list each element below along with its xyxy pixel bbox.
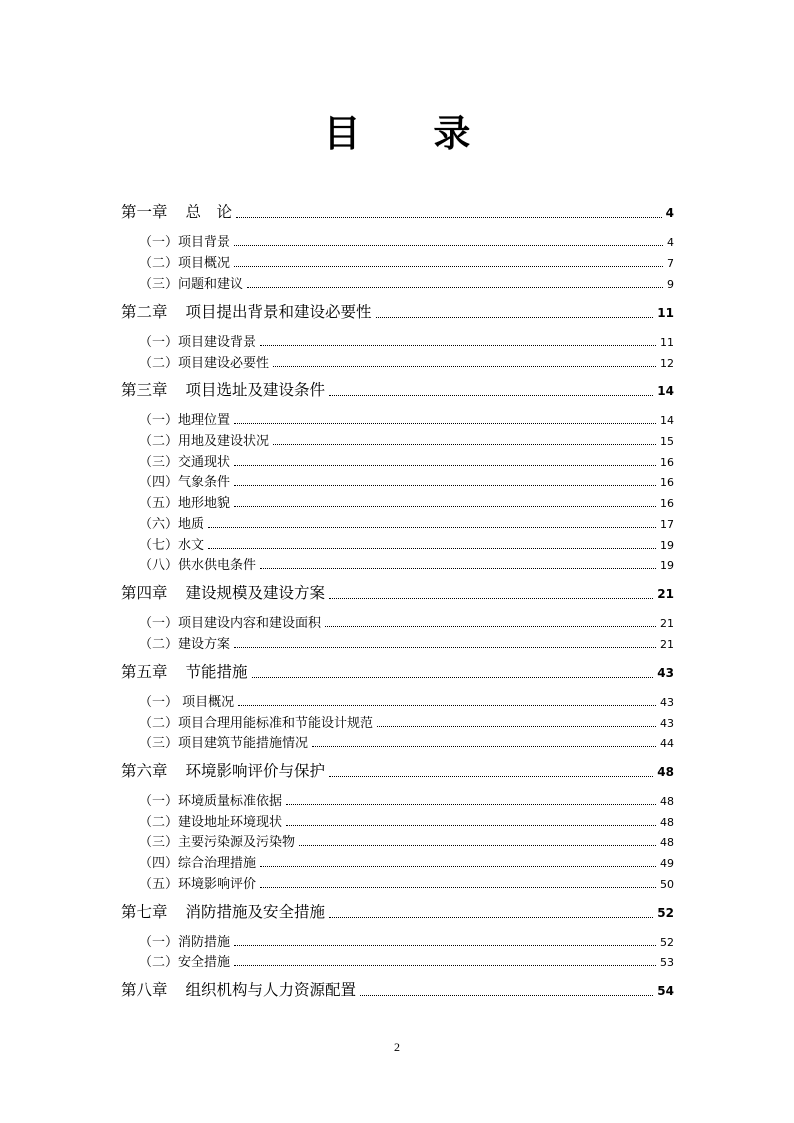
toc-section-entry[interactable] — [139, 534, 674, 553]
toc-entry-text: （一）项目建设内容和建设面积 — [139, 616, 322, 631]
toc-entry-text: （七）水文 — [139, 538, 205, 553]
toc-chapter-number: 第一章 — [121, 203, 168, 221]
toc-entry-text: （八）供水供电条件 — [139, 558, 257, 573]
toc-entry-title — [139, 471, 230, 490]
toc-page-number: 21 — [660, 617, 674, 630]
toc-page-number: 48 — [660, 795, 674, 808]
toc-entry-title — [139, 931, 230, 950]
dot-leader — [325, 626, 656, 627]
toc-page-number: 52 — [660, 936, 674, 949]
toc-page-number: 19 — [660, 559, 674, 572]
toc-page-number: 48 — [660, 816, 674, 829]
toc-section-entry[interactable] — [139, 451, 674, 470]
toc-section-entry[interactable] — [139, 409, 674, 428]
toc-entry-title — [139, 554, 256, 573]
toc-section-entry[interactable] — [139, 873, 674, 892]
toc-entry-title — [139, 534, 204, 553]
toc-entry-text: （三）主要污染源及污染物 — [139, 835, 296, 850]
toc-chapter-number: 第三章 — [121, 381, 168, 399]
toc-page-number: 16 — [660, 456, 674, 469]
toc-entry-title — [121, 581, 325, 603]
toc-page-number: 43 — [660, 696, 674, 709]
dot-leader — [234, 266, 663, 267]
dot-leader — [208, 527, 656, 528]
toc-section-entry[interactable] — [139, 852, 674, 871]
toc-page-number: 4 — [667, 236, 674, 249]
dot-leader — [234, 945, 656, 946]
toc-page-number: 43 — [657, 666, 674, 680]
toc-entry-title — [139, 252, 230, 271]
toc-entry-title — [121, 900, 325, 922]
toc-entry-text: （五）地形地貌 — [139, 496, 231, 511]
toc-entry-title — [121, 759, 325, 781]
toc-page-number: 12 — [660, 357, 674, 370]
toc-section-entry[interactable] — [139, 331, 674, 350]
toc-entry-text: （三）问题和建议 — [139, 277, 244, 292]
dot-leader — [260, 568, 656, 569]
toc-entry-text: 项目选址及建设条件 — [185, 381, 326, 399]
toc-entry-title — [139, 352, 269, 371]
dot-leader — [234, 245, 663, 246]
toc-page-number: 52 — [657, 906, 674, 920]
dot-leader — [234, 465, 656, 466]
toc-entry-text: 节能措施 — [185, 663, 248, 681]
toc-page-number: 14 — [657, 384, 674, 398]
toc-section-entry[interactable] — [139, 691, 674, 710]
toc-entry-text: （二）建设地址环境现状 — [139, 815, 283, 830]
toc-entry-title — [139, 852, 256, 871]
dot-leader — [312, 746, 656, 747]
toc-page-number: 21 — [657, 587, 674, 601]
toc-chapter-number: 第七章 — [121, 903, 168, 921]
toc-entry-title — [139, 712, 373, 731]
toc-page-number: 11 — [660, 336, 674, 349]
toc-page-number: 19 — [660, 539, 674, 552]
toc-chapter-number: 第四章 — [121, 584, 168, 602]
toc-entry-text: （一）项目背景 — [139, 235, 231, 250]
toc-entry-title — [121, 300, 372, 322]
toc-entry-title — [139, 633, 230, 652]
dot-leader — [234, 965, 656, 966]
toc-entry-text: （二）项目概况 — [139, 256, 231, 271]
toc-section-entry[interactable] — [139, 492, 674, 511]
toc-chapter-entry[interactable] — [121, 759, 674, 781]
dot-leader — [260, 866, 656, 867]
toc-page-number: 53 — [660, 956, 674, 969]
toc-section-entry[interactable] — [139, 633, 674, 652]
toc-page-number: 49 — [660, 857, 674, 870]
toc-entry-text: 组织机构与人力资源配置 — [185, 981, 357, 999]
toc-entry-text: （五）环境影响评价 — [139, 877, 257, 892]
toc-chapter-number: 第二章 — [121, 303, 168, 321]
dot-leader — [286, 825, 656, 826]
toc-page-number: 7 — [667, 257, 674, 270]
dot-leader — [260, 887, 656, 888]
toc-section-entry[interactable] — [139, 352, 674, 371]
toc-page-number: 44 — [660, 737, 674, 750]
toc-page-number: 4 — [665, 206, 674, 220]
toc-section-entry[interactable] — [139, 513, 674, 532]
toc-page-number: 16 — [660, 476, 674, 489]
page-number: 2 — [394, 1040, 400, 1054]
dot-leader — [273, 444, 656, 445]
dot-leader — [247, 287, 663, 288]
toc-entry-text: （六）地质 — [139, 517, 205, 532]
toc-section-entry[interactable] — [139, 612, 674, 631]
dot-leader — [236, 217, 662, 218]
toc-entry-title — [139, 831, 295, 850]
toc-section-entry[interactable] — [139, 252, 674, 271]
page-title: 目 录 — [323, 112, 501, 155]
toc-entry-text: （一）环境质量标准依据 — [139, 794, 283, 809]
toc-section-entry[interactable] — [139, 951, 674, 970]
toc-page-number: 9 — [667, 278, 674, 291]
toc-page-number: 54 — [657, 984, 674, 998]
dot-leader — [273, 366, 656, 367]
toc-section-entry[interactable] — [139, 430, 674, 449]
toc-entry-title — [139, 732, 308, 751]
dot-leader — [234, 423, 656, 424]
toc-entry-title — [139, 430, 269, 449]
dot-leader — [238, 705, 656, 706]
dot-leader — [329, 917, 653, 918]
toc-entry-title — [139, 790, 282, 809]
toc-entry-title — [139, 273, 243, 292]
toc-chapter-entry[interactable] — [121, 300, 674, 322]
dot-leader — [208, 548, 656, 549]
toc-page-number: 48 — [660, 836, 674, 849]
dot-leader — [329, 776, 653, 777]
dot-leader — [329, 395, 653, 396]
dot-leader — [252, 677, 654, 678]
toc-page-number: 50 — [660, 878, 674, 891]
toc-section-entry[interactable] — [139, 831, 674, 850]
toc-chapter-number: 第五章 — [121, 663, 168, 681]
toc-entry-text: （一）项目建设背景 — [139, 335, 257, 350]
toc-chapter-number: 第六章 — [121, 762, 168, 780]
toc-entry-title — [139, 691, 234, 710]
toc-entry-title — [139, 409, 230, 428]
toc-entry-text: （二）项目建设必要性 — [139, 356, 270, 371]
toc-section-entry[interactable] — [139, 554, 674, 573]
dot-leader — [234, 506, 656, 507]
toc-entry-text: 项目提出背景和建设必要性 — [185, 303, 372, 321]
toc-entry-title — [139, 492, 230, 511]
toc-page-number: 14 — [660, 414, 674, 427]
toc-chapter-entry[interactable] — [121, 978, 674, 1000]
toc-chapter-entry[interactable] — [121, 581, 674, 603]
toc-entry-title — [139, 513, 204, 532]
dot-leader — [260, 345, 656, 346]
toc-page-number: 15 — [660, 435, 674, 448]
toc-entry-text: （二）安全措施 — [139, 955, 231, 970]
dot-leader — [299, 845, 656, 846]
toc-entry-title — [121, 200, 232, 222]
toc-entry-title — [139, 331, 256, 350]
toc-entry-title — [121, 378, 325, 400]
toc-entry-title — [139, 873, 256, 892]
toc-entry-text: 消防措施及安全措施 — [185, 903, 326, 921]
toc-entry-title — [121, 660, 248, 682]
toc-entry-text: 总 论 — [185, 203, 233, 221]
toc-entry-text: （二）项目合理用能标准和节能设计规范 — [139, 716, 374, 731]
toc-entry-text: （四）综合治理措施 — [139, 856, 257, 871]
toc-section-entry[interactable] — [139, 712, 674, 731]
toc-entry-title — [139, 811, 282, 830]
toc-entry-title — [139, 451, 230, 470]
dot-leader — [234, 647, 656, 648]
toc-entry-title — [139, 951, 230, 970]
toc-page-number: 21 — [660, 638, 674, 651]
toc-entry-text: （一）消防措施 — [139, 935, 231, 950]
toc-entry-text: （三）项目建筑节能措施情况 — [139, 736, 309, 751]
toc-section-entry[interactable] — [139, 273, 674, 292]
toc-entry-text: 建设规模及建设方案 — [185, 584, 326, 602]
dot-leader — [329, 598, 653, 599]
toc-chapter-entry[interactable] — [121, 660, 674, 682]
toc-entry-text: （二）建设方案 — [139, 637, 231, 652]
toc-section-entry[interactable] — [139, 811, 674, 830]
toc-page-number: 16 — [660, 497, 674, 510]
toc-chapter-number: 第八章 — [121, 981, 168, 999]
toc-entry-text: （四）气象条件 — [139, 475, 231, 490]
toc-page-number: 43 — [660, 717, 674, 730]
toc-entry-title — [121, 978, 356, 1000]
toc-page-number: 48 — [657, 765, 674, 779]
toc-section-entry[interactable] — [139, 471, 674, 490]
toc-chapter-entry[interactable] — [121, 378, 674, 400]
toc-entry-text: （二）用地及建设状况 — [139, 434, 270, 449]
toc-section-entry[interactable] — [139, 931, 674, 950]
toc-section-entry[interactable] — [139, 790, 674, 809]
dot-leader — [377, 726, 656, 727]
dot-leader — [360, 995, 653, 996]
toc-entry-title — [139, 231, 230, 250]
dot-leader — [376, 317, 654, 318]
dot-leader — [286, 804, 656, 805]
dot-leader — [234, 485, 656, 486]
toc-section-entry[interactable] — [139, 231, 674, 250]
toc-chapter-entry[interactable] — [121, 900, 674, 922]
toc-chapter-entry[interactable] — [121, 200, 674, 222]
toc-entry-text: 环境影响评价与保护 — [185, 762, 326, 780]
toc-entry-title — [139, 612, 321, 631]
toc-page-number: 11 — [657, 306, 674, 320]
toc-entry-text: （一）地理位置 — [139, 413, 231, 428]
toc-entry-text: （三）交通现状 — [139, 455, 231, 470]
toc-page-number: 17 — [660, 518, 674, 531]
toc-entry-text: （一） 项目概况 — [139, 695, 235, 710]
toc-section-entry[interactable] — [139, 732, 674, 751]
